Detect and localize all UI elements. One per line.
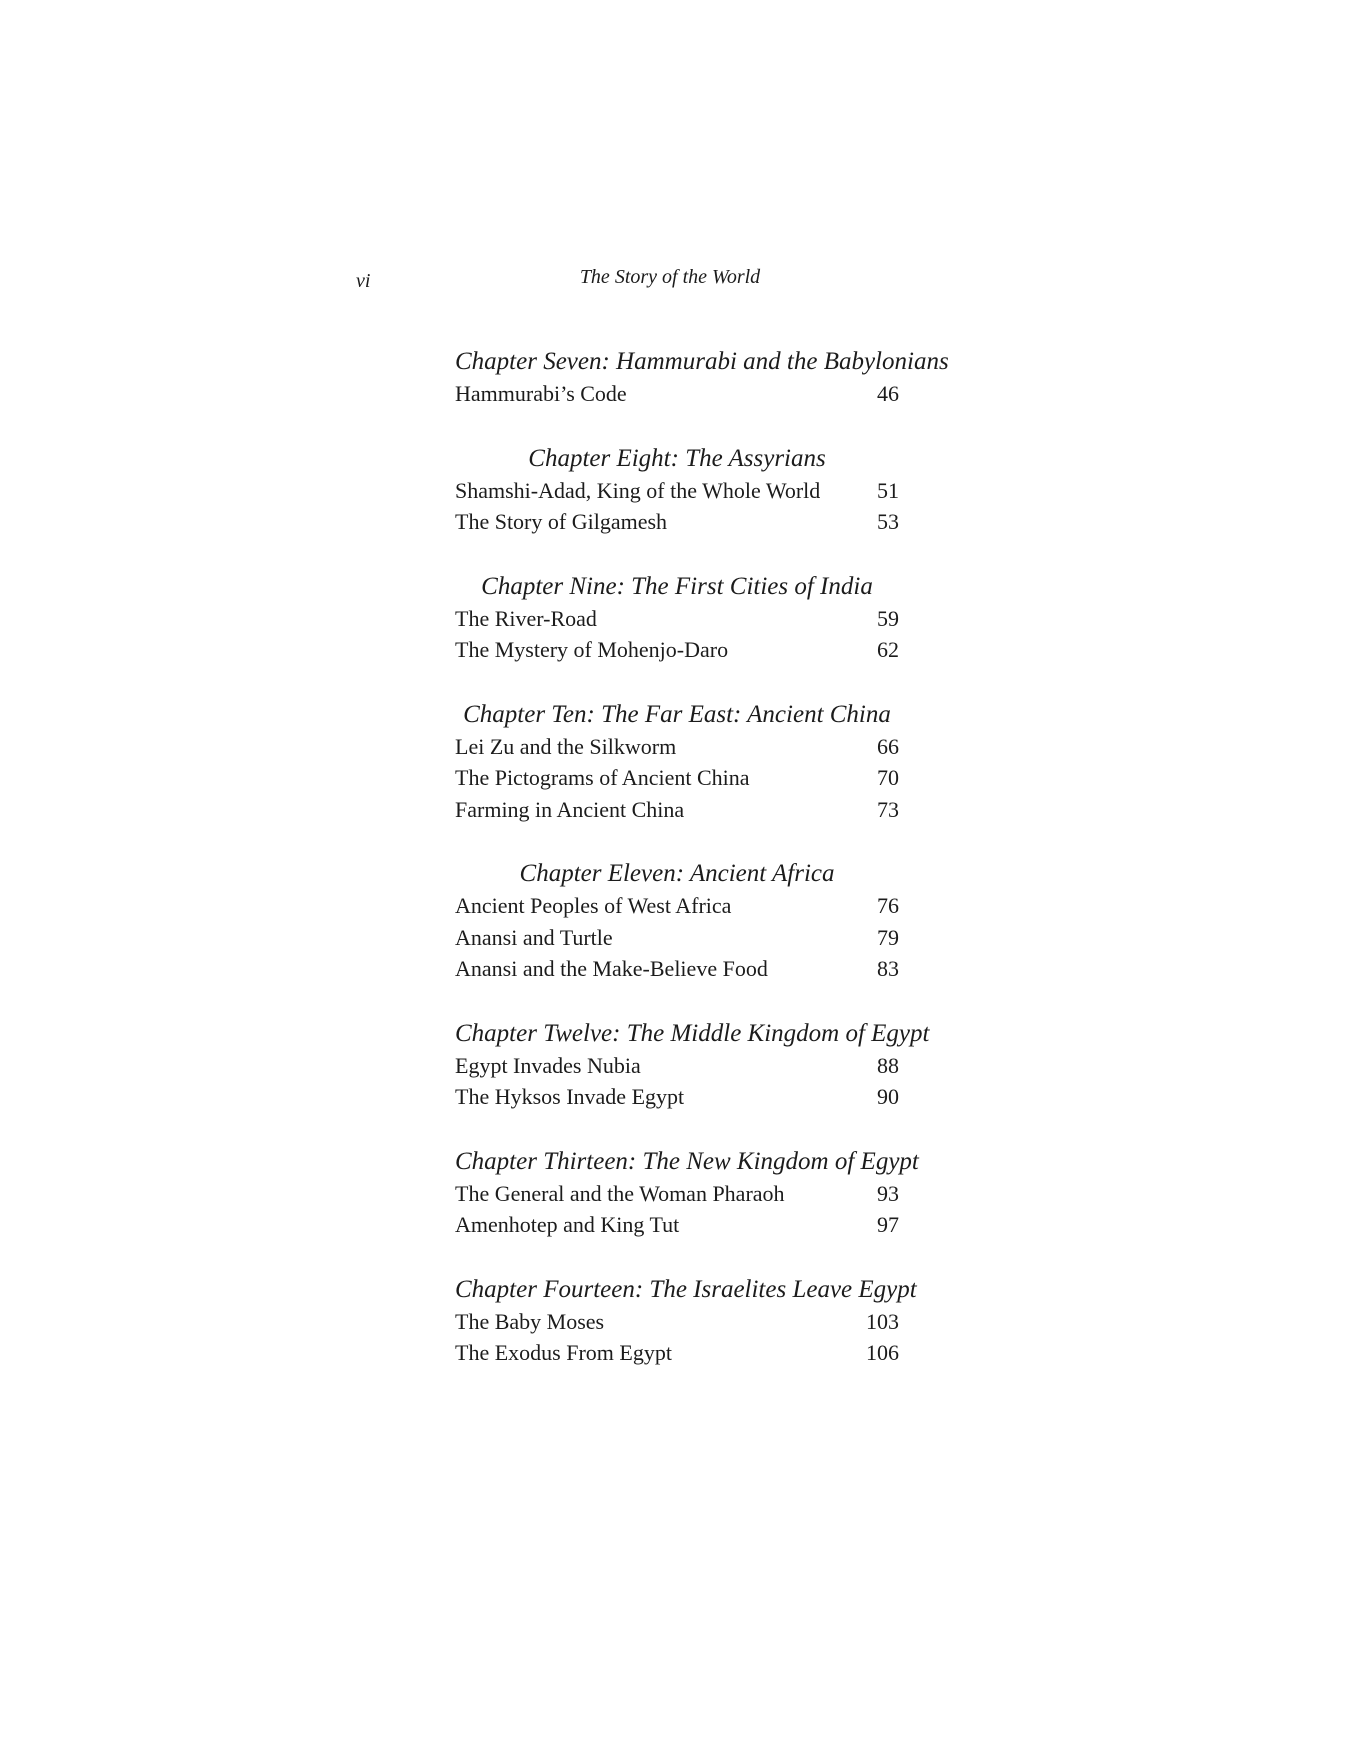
chapter-section	[455, 346, 949, 410]
toc-entry	[455, 953, 899, 985]
entry-page-number: 66	[877, 733, 899, 759]
toc-entry	[455, 731, 899, 763]
table-of-contents	[455, 346, 949, 1402]
toc-entry	[455, 603, 899, 635]
chapter-section	[455, 1274, 917, 1369]
entry-page-number: 103	[866, 1308, 899, 1334]
entry-title: The Hyksos Invade Egypt	[455, 1084, 685, 1109]
entry-page-number: 46	[877, 381, 899, 406]
entry-title: The General and the Woman Pharaoh	[455, 1180, 785, 1206]
entry-page-number: 73	[877, 796, 899, 822]
entry-title: Egypt Invades Nubia	[455, 1052, 641, 1078]
chapter-title: Chapter Thirteen: The New Kingdom of Egypt	[455, 1147, 919, 1175]
chapter-section	[455, 1018, 930, 1113]
toc-entry	[455, 1306, 899, 1338]
entry-page-number: 51	[877, 477, 899, 503]
chapter-title: Chapter Ten: The Far East: Ancient China	[463, 700, 891, 728]
toc-entry	[455, 475, 899, 507]
toc-entry	[455, 794, 899, 826]
chapter-title: Chapter Eleven: Ancient Africa	[519, 860, 835, 887]
entry-page-number: 93	[877, 1180, 899, 1206]
entry-title: Lei Zu and the Silkworm	[455, 733, 677, 759]
chapter-title: Chapter Seven: Hammurabi and the Babylonians	[455, 348, 949, 375]
chapter-title: Chapter Fourteen: The Israelites Leave Egypt	[455, 1275, 917, 1303]
entry-page-number: 79	[877, 924, 899, 950]
entry-title: The Baby Moses	[455, 1308, 605, 1334]
entry-title: Ancient Peoples of West Africa	[455, 893, 732, 918]
chapter-title: Chapter Twelve: The Middle Kingdom of Egypt	[455, 1019, 930, 1047]
entry-title: Anansi and Turtle	[455, 924, 613, 950]
entry-page-number: 90	[877, 1084, 899, 1109]
toc-entry	[455, 1337, 899, 1369]
entry-page-number: 88	[877, 1052, 899, 1078]
entry-title: Shamshi-Adad, King of the Whole World	[455, 477, 821, 503]
toc-entry	[455, 634, 899, 666]
entry-page-number: 53	[877, 509, 899, 534]
entry-title: The River-Road	[455, 605, 597, 631]
page-number: vi	[356, 270, 371, 292]
chapter-section	[455, 699, 899, 826]
chapter-title: Chapter Eight: The Assyrians	[528, 444, 826, 472]
chapter-section	[455, 571, 899, 666]
entry-title: The Pictograms of Ancient China	[455, 765, 750, 790]
entry-title: Farming in Ancient China	[455, 796, 685, 822]
entry-title: The Story of Gilgamesh	[455, 509, 668, 534]
entry-title: The Exodus From Egypt	[455, 1340, 672, 1365]
toc-entry	[455, 922, 899, 954]
chapter-section	[455, 443, 899, 538]
toc-entry	[455, 1209, 899, 1241]
entry-title: Hammurabi’s Code	[455, 381, 627, 406]
entry-page-number: 76	[877, 893, 899, 918]
entry-page-number: 83	[877, 956, 899, 981]
entry-page-number: 97	[877, 1212, 899, 1237]
toc-entry	[455, 378, 899, 410]
entry-page-number: 70	[877, 765, 899, 790]
chapter-section	[455, 1146, 919, 1241]
entry-title: Amenhotep and King Tut	[455, 1212, 680, 1237]
toc-entry	[455, 506, 899, 538]
chapter-title: Chapter Nine: The First Cities of India	[481, 572, 873, 600]
entry-title: The Mystery of Mohenjo-Daro	[455, 637, 729, 662]
toc-entry	[455, 1050, 899, 1082]
book-title: The Story of the World	[579, 266, 761, 288]
entry-title: Anansi and the Make-Believe Food	[455, 956, 768, 981]
entry-page-number: 106	[866, 1340, 899, 1365]
toc-entry	[455, 1178, 899, 1210]
chapter-section	[455, 858, 899, 985]
entry-page-number: 62	[877, 637, 899, 662]
toc-entry	[455, 762, 899, 794]
entry-page-number: 59	[877, 605, 899, 631]
toc-entry	[455, 1081, 899, 1113]
running-head	[0, 266, 1350, 296]
toc-entry	[455, 890, 899, 922]
